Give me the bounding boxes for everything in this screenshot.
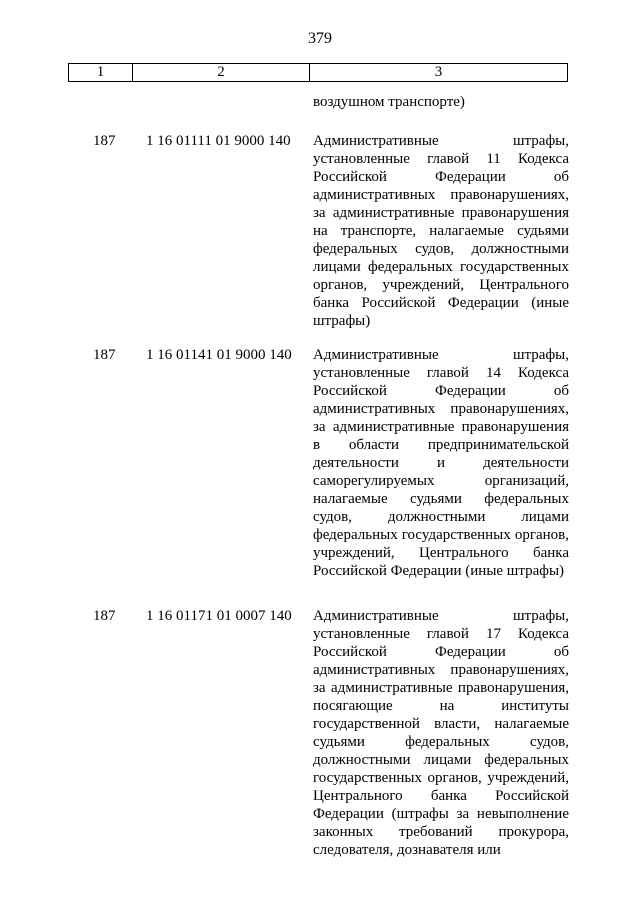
continuation-text: воздушном транспорте)	[313, 94, 465, 110]
column-header-3: 3	[434, 64, 443, 80]
admin-code: 187	[93, 133, 116, 149]
admin-code: 187	[93, 608, 116, 624]
column-header-row	[68, 63, 568, 82]
kbk-code: 1 16 01171 01 0007 140	[146, 608, 292, 624]
column-header-1: 1	[69, 64, 133, 81]
admin-code: 187	[93, 347, 116, 363]
page-number: 379	[308, 30, 332, 47]
column-header-2: 2	[133, 64, 310, 81]
description: Административные штрафы, установленные главой 14 Кодекса Российской Федерации об административных правонарушениях, за административные правонарушения в области предпринимательской деятельности и деятельности саморегулируемых организаций, налагаемые судьями федеральных судов, должностными лицами федеральных государственных органов, учреждений, Центрального банка Российской Федерации (иные штрафы)	[313, 347, 569, 579]
description: Административные штрафы, установленные главой 11 Кодекса Российской Федерации об административных правонарушениях, за административные правонарушения на транспорте, налагаемые судьями федеральных судов, должностными лицами федеральных государственных органов, учреждений, Центрального банка Российской Федерации (иные штрафы)	[313, 133, 569, 329]
kbk-code: 1 16 01111 01 9000 140	[146, 133, 291, 149]
description: Административные штрафы, установленные главой 17 Кодекса Российской Федерации об административных правонарушениях, за административные правонарушения, посягающие на институты государственной власти, налагаемые судьями федеральных судов, должностными лицами федеральных государственных органов, учреждений, Центрального банка Российской Федерации (штрафы за невыполнение законных требований прокурора, следователя, дознавателя или	[313, 608, 569, 858]
kbk-code: 1 16 01141 01 9000 140	[146, 347, 292, 363]
